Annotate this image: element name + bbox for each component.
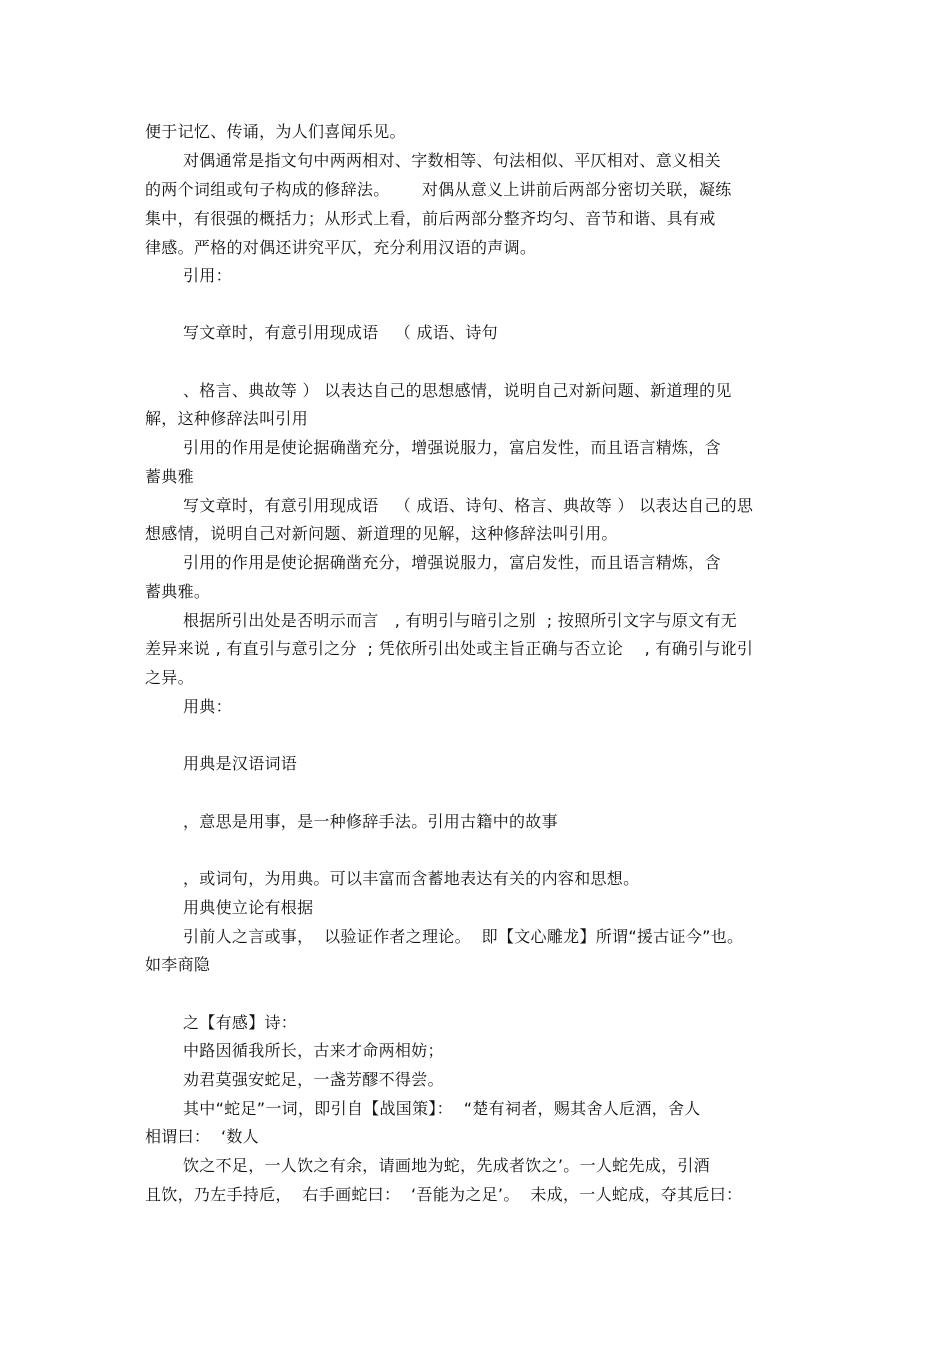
text-line: 根据所引出处是否明示而言 , 有明引与暗引之别 ; 按照所引文字与原文有无 [183,611,738,630]
section-heading: 用典： [183,697,232,716]
text-line: 用典是汉语词语 [183,754,298,773]
text-line: 、格言、典故等 ） 以表达自己的思想感情，说明自己对新问题、新道理的见 [183,381,732,400]
text-line: 对偶通常是指文句中两两相对、字数相等、句法相似、平仄相对、意义相关 [183,151,721,170]
text-line: 引用的作用是使论据确凿充分，增强说服力，富启发性，而且语言精炼，含 [183,438,721,457]
text-line: 律感。严格的对偶还讲究平仄，充分利用汉语的声调。 [145,238,537,257]
text-line: 其中“蛇足”一词，即引自【战国策】： “楚有祠者，赐其舍人卮酒，舍人 [183,1099,701,1118]
text-line: 集中，有很强的概括力；从形式上看，前后两部分整齐均匀、音节和谐、具有戒 [145,209,716,228]
text-line: 且饮，乃左手持卮， 右手画蛇曰： ‘吾能为之足’。 未成，一人蛇成，夺其卮曰： [145,1185,743,1204]
text-line: 便于记忆、传诵，为人们喜闻乐见。 [145,122,406,141]
text-line: 解，这种修辞法叫引用 [145,409,309,428]
text-line: 蓄典雅。 [145,582,211,601]
text-line: 引前人之言或事， 以验证作者之理论。 即【文心雕龙】所谓“援古证今”也。 [183,927,744,946]
poem-line: 劝君莫强安蛇足，一盏芳醪不得尝。 [183,1070,444,1089]
text-line: 想感情，说明自己对新问题、新道理的见解，这种修辞法叫引用。 [145,524,618,543]
text-line: ，意思是用事，是一种修辞手法。引用古籍中的故事 [183,812,558,831]
text-line: 之异。 [145,668,194,687]
text-line: 差异来说 , 有直引与意引之分 ; 凭依所引出处或主旨正确与否立论 , 有确引与讹引 [145,639,754,658]
text-line: 之【有感】诗： [183,1013,298,1032]
text-line: 饮之不足，一人饮之有余，请画地为蛇，先成者饮之’。一人蛇先成，引酒 [183,1156,710,1175]
text-line: 如李商隐 [145,955,211,974]
text-line: 用典使立论有根据 [183,898,314,917]
text-line: 蓄典雅 [145,467,194,486]
section-heading: 引用： [183,266,232,285]
text-line: 相谓曰： ‘数人 [145,1127,259,1146]
text-line: 写文章时，有意引用现成语 （ 成语、诗句 [183,323,498,342]
text-line: ，或词句，为用典。可以丰富而含蓄地表达有关的内容和思想。 [183,869,640,888]
poem-line: 中路因循我所长，古来才命两相妨； [183,1041,444,1060]
text-line: 引用的作用是使论据确凿充分，增强说服力，富启发性，而且语言精炼，含 [183,553,721,572]
text-line: 写文章时，有意引用现成语 （ 成语、诗句、格言、典故等 ） 以表达自己的思 [183,496,754,515]
text-line: 的两个词组或句子构成的修辞法。 对偶从意义上讲前后两部分密切关联，凝练 [145,180,732,199]
